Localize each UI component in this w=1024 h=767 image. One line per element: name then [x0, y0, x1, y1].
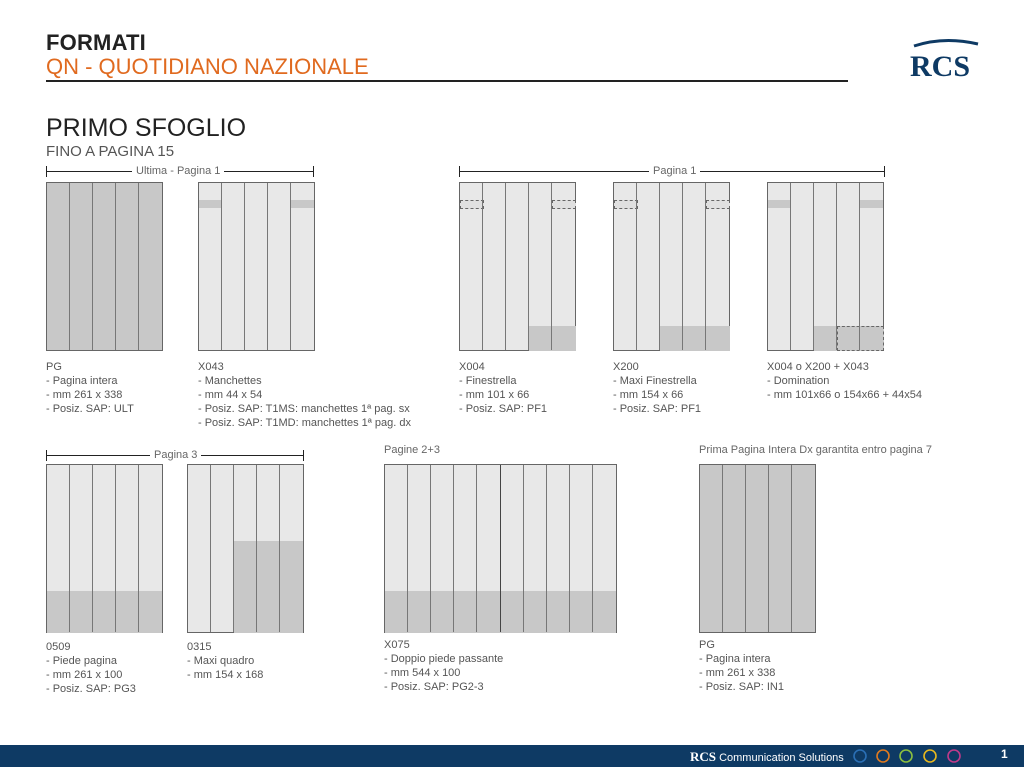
page-subtitle: QN - QUOTIDIANO NAZIONALE: [46, 54, 369, 79]
format-code: X075: [384, 639, 410, 651]
ring-icon: [877, 750, 889, 762]
format-line: - mm 261 x 338: [46, 389, 123, 401]
color-rings-icon: [852, 748, 964, 764]
format-code: 0509: [46, 641, 71, 653]
format-line: - Posiz. SAP: PF1: [613, 403, 702, 415]
format-code: X004 o X200 + X043: [767, 361, 869, 373]
ring-icon: [948, 750, 960, 762]
format-line: - Posiz. SAP: IN1: [699, 681, 784, 693]
format-line: - mm 154 x 168: [187, 669, 264, 681]
format-line: - Posiz. SAP: PF1: [459, 403, 548, 415]
footer-brand-rest: Communication Solutions: [716, 752, 844, 764]
layout-x200: [613, 182, 730, 351]
format-code: PG: [699, 639, 715, 651]
ring-icon: [924, 750, 936, 762]
ring-icon: [900, 750, 912, 762]
format-code: X004: [459, 361, 485, 373]
format-line: - Manchettes: [198, 375, 262, 387]
layout-x004: [459, 182, 576, 351]
layout-pg-ultima: [46, 182, 163, 351]
logo-text: RCS: [910, 50, 971, 80]
format-code: PG: [46, 361, 62, 373]
label-prima-pagina: Prima Pagina Intera Dx garantita entro pagina 7: [699, 444, 932, 456]
ring-icon: [854, 750, 866, 762]
footer-brand-bold: RCS: [690, 749, 717, 764]
format-line: - Doppio piede passante: [384, 653, 504, 665]
layout-0315: [187, 464, 304, 633]
caption-0315: [187, 640, 263, 682]
page-number: 1: [1001, 747, 1008, 761]
format-line: - mm 154 x 66: [613, 389, 684, 401]
page-title: FORMATI: [46, 30, 146, 55]
format-line: - Posiz. SAP: PG2-3: [384, 681, 484, 693]
caption-pg-in1: [699, 638, 784, 694]
format-line: - Posiz. SAP: ULT: [46, 403, 134, 415]
format-line: - Domination: [767, 375, 830, 387]
section-subtitle: FINO A PAGINA 15: [46, 143, 175, 160]
caption-domination: [767, 360, 922, 402]
format-line: - mm 261 x 338: [699, 667, 776, 679]
caption-x043: [198, 360, 411, 430]
layout-x043: [198, 182, 315, 351]
bracket-pagina1: [459, 166, 885, 178]
format-line: - Pagina intera: [699, 653, 771, 665]
bracket-label: Ultima - Pagina 1: [132, 165, 224, 177]
caption-x004: [459, 360, 547, 416]
caption-x200: [613, 360, 701, 416]
format-code: X200: [613, 361, 639, 373]
layout-x075: [384, 464, 617, 633]
header-rule: [46, 80, 848, 82]
caption-0509: [46, 640, 136, 696]
footer-brand: [690, 749, 844, 765]
bracket-label: Pagina 3: [150, 449, 201, 461]
format-code: 0315: [187, 641, 212, 653]
bracket-ultima-pagina1: [46, 166, 314, 178]
format-line: - mm 261 x 100: [46, 669, 123, 681]
layout-domination: [767, 182, 884, 351]
format-line: - Pagina intera: [46, 375, 118, 387]
layout-pg-in1: [699, 464, 816, 633]
caption-x075: [384, 638, 503, 694]
format-line: - Finestrella: [459, 375, 517, 387]
caption-pg-ultima: [46, 360, 134, 416]
bracket-label: Pagina 1: [649, 165, 700, 177]
format-line: - mm 544 x 100: [384, 667, 461, 679]
format-line: - Piede pagina: [46, 655, 117, 667]
format-code: X043: [198, 361, 224, 373]
format-line: - Posiz. SAP: T1MS: manchettes 1ª pag. sx: [198, 403, 410, 415]
format-line: - mm 101x66 o 154x66 + 44x54: [767, 389, 923, 401]
format-line: - Posiz. SAP: T1MD: manchettes 1ª pag. dx: [198, 417, 411, 429]
format-line: - Posiz. SAP: PG3: [46, 683, 136, 695]
bracket-pagina3: [46, 450, 304, 462]
format-line: - Maxi quadro: [187, 655, 255, 667]
format-line: - mm 44 x 54: [198, 389, 263, 401]
layout-0509: [46, 464, 163, 633]
rcs-logo: [908, 38, 980, 80]
label-pagine-2-3: Pagine 2+3: [384, 444, 440, 456]
format-line: - mm 101 x 66: [459, 389, 530, 401]
format-line: - Maxi Finestrella: [613, 375, 697, 387]
section-title: PRIMO SFOGLIO: [46, 114, 247, 142]
